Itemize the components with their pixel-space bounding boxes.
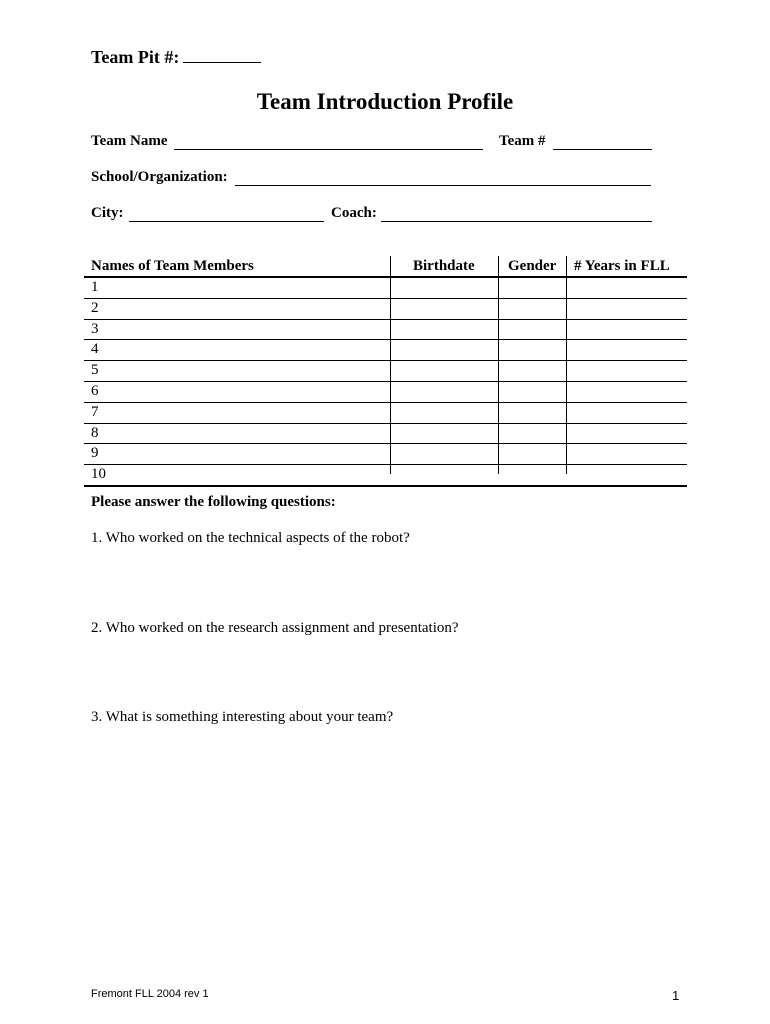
row-number: 10: [91, 466, 106, 483]
row-number: 7: [91, 403, 99, 420]
table-row[interactable]: [84, 360, 687, 381]
table-row[interactable]: [84, 464, 687, 487]
city-blank[interactable]: [129, 221, 324, 222]
table-row[interactable]: [84, 298, 687, 319]
question-2: 2. Who worked on the research assignment and presentation?: [91, 620, 459, 636]
coach-blank[interactable]: [381, 221, 652, 222]
table-row[interactable]: [84, 319, 687, 340]
school-label: School/Organization:: [91, 169, 228, 185]
city-label: City:: [91, 205, 124, 221]
row-number: 6: [91, 382, 99, 399]
team-members-table: [84, 256, 687, 487]
table-header: [84, 256, 687, 276]
team-name-blank[interactable]: [174, 149, 483, 150]
page-number: 1: [672, 988, 680, 1003]
row-number: 9: [91, 445, 99, 462]
header-names: Names of Team Members: [91, 258, 254, 274]
row-number: 2: [91, 299, 99, 316]
team-name-label: Team Name: [91, 133, 168, 149]
table-row[interactable]: [84, 402, 687, 423]
table-row[interactable]: [84, 381, 687, 402]
school-blank[interactable]: [235, 185, 651, 186]
question-3: 3. What is something interesting about your team?: [91, 709, 394, 725]
coach-label: Coach:: [331, 205, 377, 221]
row-number: 5: [91, 362, 99, 379]
page-title: Team Introduction Profile: [256, 89, 514, 114]
team-number-blank[interactable]: [553, 149, 652, 150]
header-birthdate: Birthdate: [413, 258, 475, 274]
header-gender: Gender: [508, 258, 557, 274]
footer-revision: Fremont FLL 2004 rev 1: [91, 988, 209, 1000]
table-row[interactable]: [84, 276, 687, 298]
row-number: 8: [91, 424, 99, 441]
table-row[interactable]: [84, 339, 687, 360]
team-pit-label: Team Pit #:: [91, 47, 180, 67]
column-divider: [498, 256, 499, 474]
team-pit-field: [91, 46, 261, 68]
questions-heading: Please answer the following questions:: [91, 494, 336, 510]
table-row[interactable]: [84, 443, 687, 464]
row-number: 4: [91, 341, 99, 358]
team-pit-blank[interactable]: [183, 46, 261, 63]
row-number: 3: [91, 320, 99, 337]
header-years: # Years in FLL: [574, 258, 670, 274]
table-row[interactable]: [84, 423, 687, 444]
column-divider: [390, 256, 391, 474]
team-number-label: Team #: [499, 133, 546, 149]
question-1: 1. Who worked on the technical aspects of the robot?: [91, 530, 410, 546]
row-number: 1: [91, 279, 99, 295]
column-divider: [566, 256, 567, 474]
